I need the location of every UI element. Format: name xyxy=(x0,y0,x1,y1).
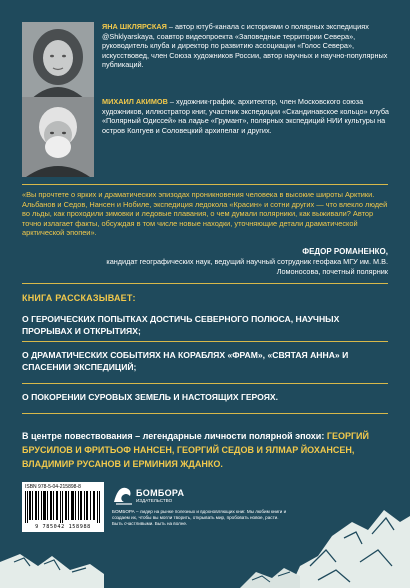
center-intro xyxy=(22,429,388,471)
author-bio-akimov xyxy=(102,97,392,135)
author-bio-text: – художник-график, архитектор, член Московского союза художников, иллюстратор книг, участник экспедиции «Скандинавское кольцо» клуба «Полярный Одиссей» на ладье «Грумант», полярных экспедиций НИИ культуры на остров Колгуев и Соловецкий архипелаг и других. xyxy=(102,97,389,135)
author-photo-shklyarskaya xyxy=(22,22,94,102)
author-bio-text: – автор ютуб-канала с историями о полярных экспедициях @Shklyarskaya, соавтор видеопроекта «Заповедные территории Севера», руководитель клуба и директор по развитию ассоциации «Голос Севера», искусствовед, член Союза художников России, автор научных и научно-популярных публикаций. xyxy=(102,22,388,69)
author-bio-shklyarskaya xyxy=(102,22,392,70)
author-photo-akimov xyxy=(22,97,94,177)
isbn-label: ISBN 978-5-04-215898-8 xyxy=(25,484,81,490)
center-intro-names: ГЕОРГИЙ БРУСИЛОВ И ФРИТЬОФ НАНСЕН, ГЕОРГИЙ СЕДОВ И ЯЛМАР ЙОХАНСЕН, ВЛАДИМИР РУСАНОВ И ЕРМИНИЯ ЖДАНКО. xyxy=(22,431,369,469)
barcode-bars xyxy=(25,491,101,523)
publisher-description: БОМБОРА – лидер на рынке полезных и вдохновляющих книг. Мы любим книги и создаем их, чтобы вы могли творить, открывать мир, пробовать новое, расти. Быть счастливыми. Быть на волне. xyxy=(112,509,287,527)
book-about-item: О ГЕРОИЧЕСКИХ ПОПЫТКАХ ДОСТИЧЬ СЕВЕРНОГО ПОЛЮСА, НАУЧНЫХ ПРОРЫВАХ И ОТКРЫТИЯХ; xyxy=(22,314,340,336)
divider-item xyxy=(22,383,388,384)
barcode-digits: 9 785042 158988 xyxy=(35,524,91,530)
barcode xyxy=(22,482,104,532)
reviewer-name: ФЕДОР РОМАНЕНКО, xyxy=(302,247,388,256)
publisher-tagline: ИЗДАТЕЛЬСТВО xyxy=(136,498,173,503)
book-about-heading: КНИГА РАССКАЗЫВАЕТ: xyxy=(22,293,136,303)
divider-item xyxy=(22,341,388,342)
author-name: МИХАИЛ АКИМОВ xyxy=(102,97,168,106)
author-block-akimov xyxy=(22,97,392,177)
divider-item xyxy=(22,413,388,414)
reviewer-credentials: кандидат географических наук, ведущий научный сотрудник геофака МГУ им. М.В. Ломоносова, почетный полярник xyxy=(106,257,388,276)
author-block-shklyarskaya xyxy=(22,22,392,102)
review-quote: «Вы прочтете о ярких и драматических эпизодах проникновения человека в высокие широты Арктики. Альбанов и Седов, Нансен и Нобиле, экспедиция ледокола «Красин» и сотни других — что влекло людей во льды, как проходили зимовки и ледовые плавания, о чем думали полярники, как выживали? Автор точно излагает факты, обсуждая в том числе новые находки, уточняющие детали драматической арктической эпопеи». xyxy=(22,190,388,238)
center-intro-lead: В центре повествования – легендарные личности полярной эпохи: xyxy=(22,431,325,441)
book-about-item: О ДРАМАТИЧЕСКИХ СОБЫТИЯХ НА КОРАБЛЯХ «ФРАМ», «СВЯТАЯ АННА» И СПАСЕНИИ ЭКСПЕДИЦИЙ; xyxy=(22,350,349,372)
review-signature xyxy=(88,246,388,276)
book-about-item: О ПОКОРЕНИИ СУРОВЫХ ЗЕМЕЛЬ И НАСТОЯЩИХ ГЕРОЯХ. xyxy=(22,392,279,402)
publisher-name: БОМБОРА xyxy=(136,488,185,498)
divider-top xyxy=(22,184,388,185)
author-name: ЯНА ШКЛЯРСКАЯ xyxy=(102,22,167,31)
divider-middle xyxy=(22,283,388,284)
